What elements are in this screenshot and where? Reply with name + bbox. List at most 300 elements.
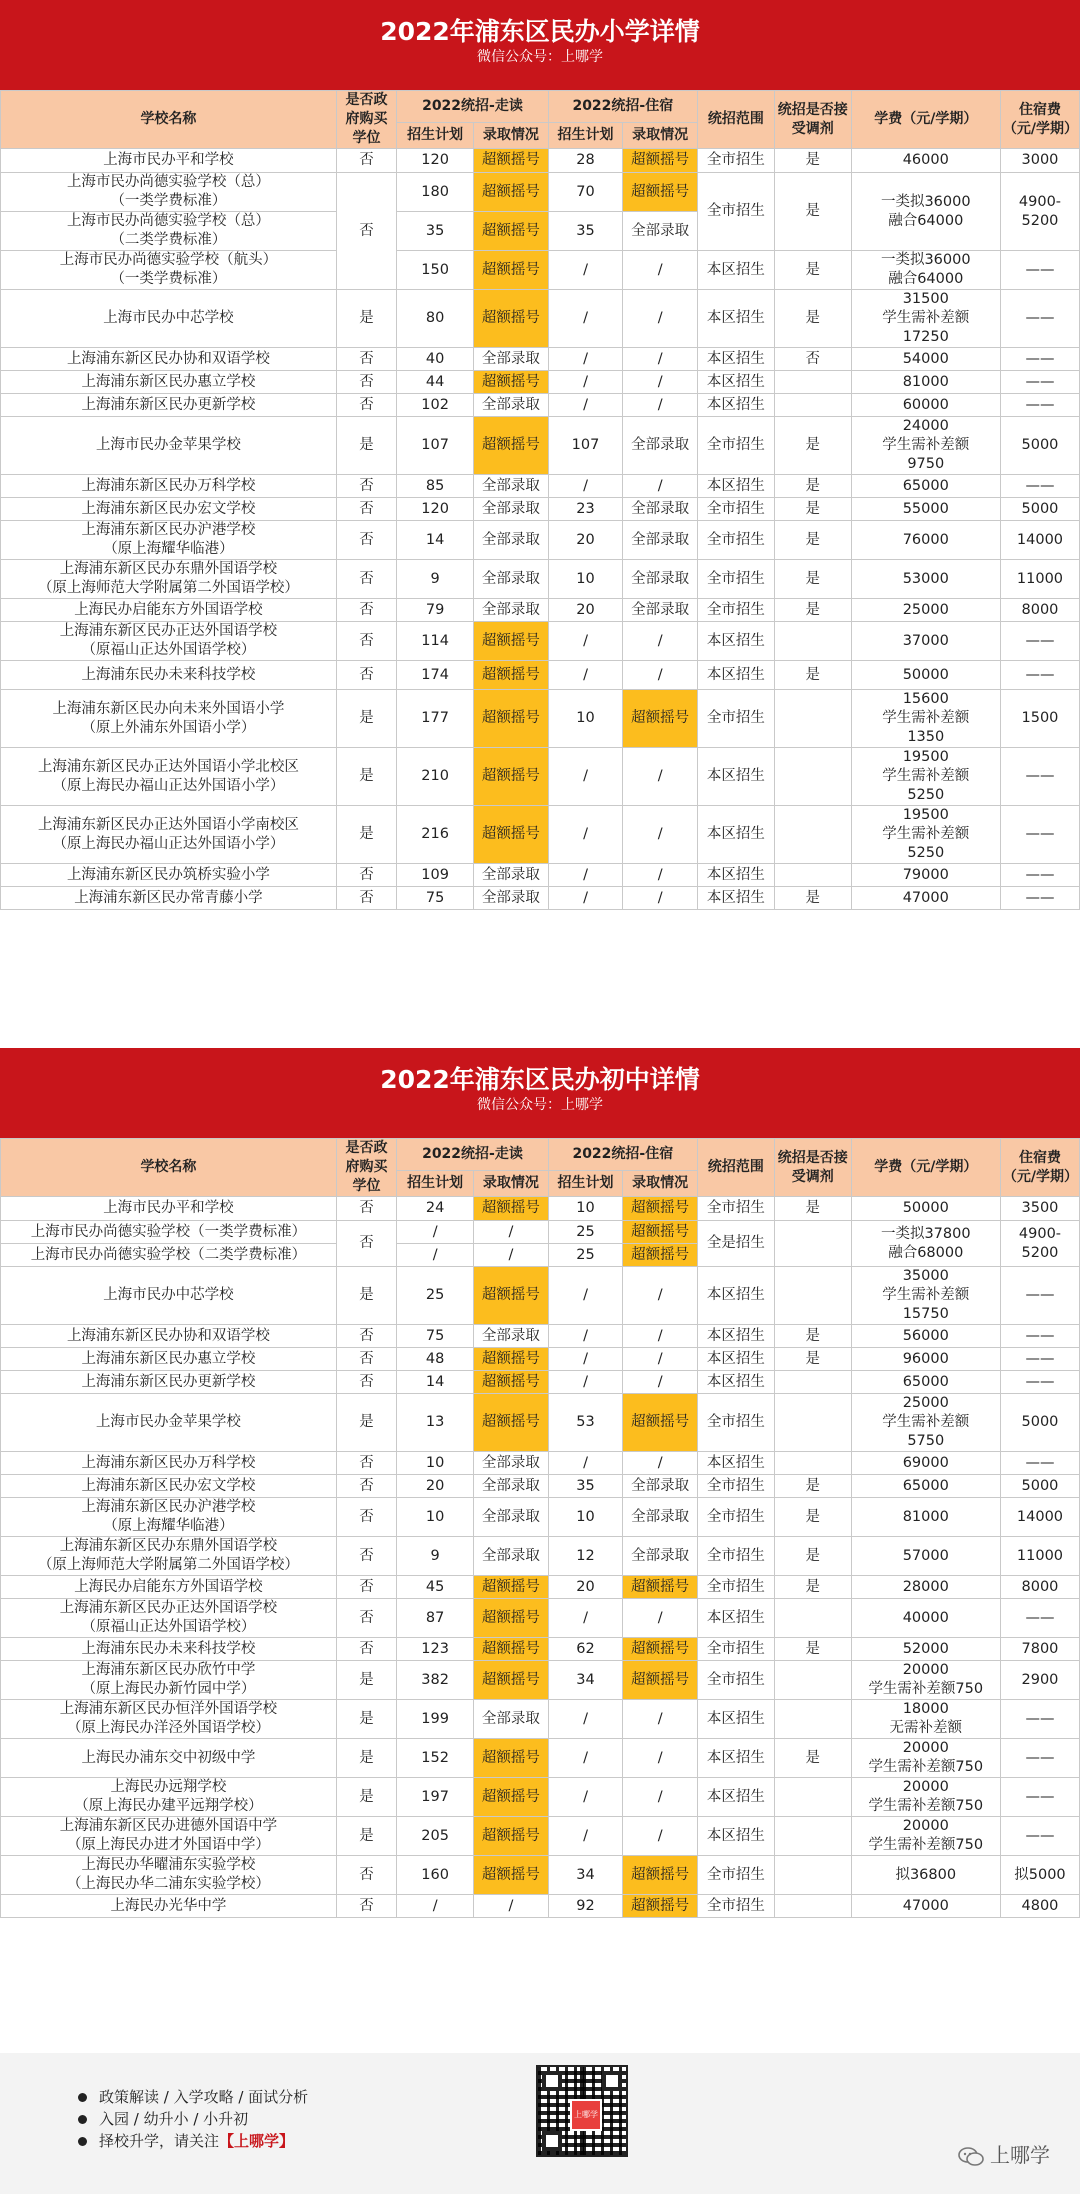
cell-name: 上海浦东新区民办宏文学校	[1, 1475, 337, 1498]
cell-name: 上海浦东新区民办常青藤小学	[1, 887, 337, 910]
cell-gov: 是	[336, 1267, 396, 1325]
cell-board-result: /	[623, 748, 698, 806]
cell-board-result: 超额摇号	[623, 1638, 698, 1661]
cell-board-plan: 20	[548, 521, 623, 560]
cell-board-plan: /	[548, 1778, 623, 1817]
cell-walk-plan: 107	[397, 417, 474, 475]
header-scope: 统招范围	[697, 1139, 774, 1197]
cell-adjust	[774, 1599, 851, 1638]
cell-board-plan: /	[548, 864, 623, 887]
cell-board-plan: /	[548, 1325, 623, 1348]
cell-walk-plan: 9	[397, 560, 474, 599]
cell-walk-result: 超额摇号	[474, 1739, 549, 1778]
cell-fee: 54000	[851, 348, 1000, 371]
cell-fee: 一类拟36000 融合64000	[851, 251, 1000, 290]
cell-gov: 否	[336, 1325, 396, 1348]
cell-board-fee: 8000	[1000, 1576, 1079, 1599]
cell-board-plan: 23	[548, 498, 623, 521]
cell-board-fee: ——	[1000, 1599, 1079, 1638]
cell-walk-result: 超额摇号	[474, 1267, 549, 1325]
cell-board-fee: ——	[1000, 1452, 1079, 1475]
cell-board-plan: 35	[548, 212, 623, 251]
cell-scope: 本区招生	[697, 1371, 774, 1394]
cell-adjust	[774, 622, 851, 661]
cell-name: 上海民办光华中学	[1, 1895, 337, 1918]
cell-walk-plan: 40	[397, 348, 474, 371]
header-board-group: 2022统招-住宿	[548, 1139, 697, 1171]
cell-gov: 否	[336, 498, 396, 521]
cell-gov: 否	[336, 1348, 396, 1371]
cell-fee: 76000	[851, 521, 1000, 560]
cell-name: 上海市民办尚德实验学校（总） （二类学费标准）	[1, 212, 337, 251]
header-walk-result: 录取情况	[474, 122, 549, 148]
cell-scope: 全市招生	[697, 1475, 774, 1498]
cell-board-plan: 53	[548, 1394, 623, 1452]
cell-gov: 是	[336, 1394, 396, 1452]
cell-board-fee: 5000	[1000, 1475, 1079, 1498]
cell-scope: 全市招生	[697, 498, 774, 521]
cell-board-plan: 35	[548, 1475, 623, 1498]
cell-board-result: 超额摇号	[623, 1221, 698, 1244]
footer-item: 择校升学，请关注【上哪学】	[78, 2130, 308, 2152]
cell-name: 上海市民办尚德实验学校（一类学费标准）	[1, 1221, 337, 1244]
header-gov-seat: 是否政府购买学位	[336, 1139, 396, 1197]
cell-scope: 本区招生	[697, 1452, 774, 1475]
cell-walk-result: 超额摇号	[474, 212, 549, 251]
table-row	[1, 1348, 1080, 1371]
cell-fee: 50000	[851, 1197, 1000, 1221]
table-row	[1, 1778, 1080, 1817]
table-row	[1, 251, 1080, 290]
cell-walk-plan: 48	[397, 1348, 474, 1371]
cell-adjust: 是	[774, 149, 851, 173]
cell-adjust	[774, 1817, 851, 1856]
cell-fee: 55000	[851, 498, 1000, 521]
footer-item: 入园 / 幼升小 / 小升初	[78, 2108, 308, 2130]
table-row	[1, 1739, 1080, 1778]
table-row	[1, 661, 1080, 690]
cell-scope: 全市招生	[697, 149, 774, 173]
table-row	[1, 1661, 1080, 1700]
cell-board-plan: 12	[548, 1537, 623, 1576]
cell-fee: 20000 学生需补差额750	[851, 1817, 1000, 1856]
cell-walk-result: 全部录取	[474, 521, 549, 560]
cell-adjust: 是	[774, 560, 851, 599]
table-row	[1, 1856, 1080, 1895]
cell-board-plan: 10	[548, 1498, 623, 1537]
cell-adjust: 是	[774, 475, 851, 498]
cell-gov: 是	[336, 690, 396, 748]
cell-adjust	[774, 371, 851, 394]
cell-walk-plan: 79	[397, 599, 474, 622]
cell-board-result: /	[623, 1778, 698, 1817]
cell-name: 上海浦东新区民办更新学校	[1, 394, 337, 417]
cell-name: 上海浦东新区民办欣竹中学 （原上海民办新竹园中学）	[1, 1661, 337, 1700]
cell-adjust: 是	[774, 498, 851, 521]
header-scope: 统招范围	[697, 91, 774, 149]
cell-walk-result: 超额摇号	[474, 371, 549, 394]
cell-scope: 全市招生	[697, 599, 774, 622]
cell-name: 上海浦东新区民办正达外国语学校 （原福山正达外国语学校）	[1, 1599, 337, 1638]
cell-board-result: /	[623, 251, 698, 290]
cell-board-result: /	[623, 394, 698, 417]
cell-board-result: 超额摇号	[623, 173, 698, 212]
cell-fee: 56000	[851, 1325, 1000, 1348]
header-board-plan: 招生计划	[548, 122, 623, 148]
cell-walk-plan: 382	[397, 1661, 474, 1700]
cell-board-result: 全部录取	[623, 1537, 698, 1576]
cell-board-result: /	[623, 371, 698, 394]
cell-fee: 20000 学生需补差额750	[851, 1778, 1000, 1817]
cell-scope: 本区招生	[697, 748, 774, 806]
cell-board-plan: /	[548, 1371, 623, 1394]
cell-board-plan: 62	[548, 1638, 623, 1661]
cell-walk-result: 超额摇号	[474, 1638, 549, 1661]
cell-walk-result: 超额摇号	[474, 290, 549, 348]
wechat-account: 上哪学	[958, 2139, 1050, 2168]
header-walk-result: 录取情况	[474, 1170, 549, 1196]
cell-walk-result: 全部录取	[474, 887, 549, 910]
cell-scope: 本区招生	[697, 251, 774, 290]
cell-fee: 69000	[851, 1452, 1000, 1475]
cell-walk-result: 全部录取	[474, 498, 549, 521]
cell-gov: 否	[336, 371, 396, 394]
cell-adjust: 是	[774, 1325, 851, 1348]
cell-fee: 52000	[851, 1638, 1000, 1661]
cell-board-fee: ——	[1000, 864, 1079, 887]
cell-walk-result: 超额摇号	[474, 1817, 549, 1856]
cell-gov: 否	[336, 661, 396, 690]
cell-walk-plan: 10	[397, 1498, 474, 1537]
cell-board-plan: 34	[548, 1856, 623, 1895]
cell-board-fee: 1500	[1000, 690, 1079, 748]
cell-adjust: 是	[774, 290, 851, 348]
cell-board-plan: /	[548, 1267, 623, 1325]
cell-board-result: 超额摇号	[623, 1856, 698, 1895]
cell-board-plan: /	[548, 290, 623, 348]
cell-name: 上海浦东新区民办正达外国语小学南校区 （原上海民办福山正达外国语小学）	[1, 806, 337, 864]
cell-walk-result: 全部录取	[474, 1537, 549, 1576]
cell-board-plan: /	[548, 394, 623, 417]
cell-board-fee: 5000	[1000, 498, 1079, 521]
cell-board-result: /	[623, 1452, 698, 1475]
cell-fee: 18000 无需补差额	[851, 1700, 1000, 1739]
cell-scope: 全市招生	[697, 173, 774, 251]
cell-fee: 19500 学生需补差额 5250	[851, 748, 1000, 806]
cell-scope: 全市招生	[697, 690, 774, 748]
header-board-fee: 住宿费（元/学期）	[1000, 91, 1079, 149]
cell-board-result: 超额摇号	[623, 149, 698, 173]
cell-gov: 否	[336, 887, 396, 910]
header-board-plan: 招生计划	[548, 1170, 623, 1196]
cell-scope: 全市招生	[697, 1661, 774, 1700]
cell-name: 上海市民办中芯学校	[1, 1267, 337, 1325]
table-row	[1, 1325, 1080, 1348]
header-gov-seat: 是否政府购买学位	[336, 91, 396, 149]
cell-gov: 是	[336, 1700, 396, 1739]
cell-name: 上海浦东新区民办向未来外国语小学 （原上外浦东外国语小学）	[1, 690, 337, 748]
cell-gov: 否	[336, 1197, 396, 1221]
cell-walk-plan: 160	[397, 1856, 474, 1895]
cell-name: 上海市民办金苹果学校	[1, 1394, 337, 1452]
cell-gov: 否	[336, 864, 396, 887]
cell-board-result: /	[623, 806, 698, 864]
cell-name: 上海浦东民办未来科技学校	[1, 1638, 337, 1661]
header-walk-group: 2022统招-走读	[397, 91, 548, 123]
cell-walk-result: 全部录取	[474, 348, 549, 371]
cell-scope: 全市招生	[697, 1498, 774, 1537]
cell-adjust: 是	[774, 251, 851, 290]
cell-walk-result: 全部录取	[474, 560, 549, 599]
cell-scope: 本区招生	[697, 1599, 774, 1638]
header-walk-group: 2022统招-走读	[397, 1139, 548, 1171]
cell-board-result: 超额摇号	[623, 1576, 698, 1599]
table-row	[1, 1817, 1080, 1856]
cell-walk-result: 超额摇号	[474, 690, 549, 748]
cell-walk-plan: 75	[397, 1325, 474, 1348]
cell-gov: 否	[336, 149, 396, 173]
cell-board-fee: ——	[1000, 371, 1079, 394]
header-board-result: 录取情况	[623, 1170, 698, 1196]
cell-board-result: /	[623, 661, 698, 690]
cell-fee: 50000	[851, 661, 1000, 690]
cell-name: 上海民办华曜浦东实验学校 （上海民办华二浦东实验学校）	[1, 1856, 337, 1895]
cell-scope: 本区招生	[697, 475, 774, 498]
cell-board-plan: /	[548, 371, 623, 394]
cell-name: 上海市民办尚德实验学校（航头） （一类学费标准）	[1, 251, 337, 290]
cell-name: 上海浦东新区民办筑桥实验小学	[1, 864, 337, 887]
cell-scope: 全市招生	[697, 1895, 774, 1918]
cell-fee: 47000	[851, 887, 1000, 910]
cell-adjust	[774, 1452, 851, 1475]
cell-gov: 否	[336, 1576, 396, 1599]
cell-walk-result: 超额摇号	[474, 1661, 549, 1700]
cell-gov: 否	[336, 1221, 396, 1267]
cell-gov: 否	[336, 1475, 396, 1498]
cell-board-result: 超额摇号	[623, 1244, 698, 1267]
header-school-name: 学校名称	[1, 1139, 337, 1197]
cell-scope: 本区招生	[697, 887, 774, 910]
cell-walk-result: /	[474, 1221, 549, 1244]
cell-board-fee: 7800	[1000, 1638, 1079, 1661]
cell-gov: 否	[336, 173, 396, 290]
cell-fee: 15600 学生需补差额 1350	[851, 690, 1000, 748]
cell-adjust	[774, 1778, 851, 1817]
cell-name: 上海浦东新区民办协和双语学校	[1, 348, 337, 371]
cell-name: 上海浦东新区民办更新学校	[1, 1371, 337, 1394]
table-row	[1, 1700, 1080, 1739]
cell-board-fee: 3000	[1000, 149, 1079, 173]
cell-scope: 本区招生	[697, 1778, 774, 1817]
cell-fee: 一类拟36000 融合64000	[851, 173, 1000, 251]
cell-board-plan: /	[548, 1817, 623, 1856]
middle-school-table	[0, 1138, 1080, 1918]
cell-board-plan: 10	[548, 690, 623, 748]
cell-adjust: 是	[774, 1498, 851, 1537]
brand-highlight: 【上哪学】	[219, 2132, 295, 2150]
cell-board-result: 全部录取	[623, 1475, 698, 1498]
cell-board-result: /	[623, 1348, 698, 1371]
cell-gov: 是	[336, 806, 396, 864]
cell-name: 上海市民办尚德实验学校（总） （一类学费标准）	[1, 173, 337, 212]
cell-board-result: 超额摇号	[623, 690, 698, 748]
cell-gov: 否	[336, 348, 396, 371]
cell-fee: 96000	[851, 1348, 1000, 1371]
cell-adjust: 是	[774, 887, 851, 910]
cell-adjust	[774, 1661, 851, 1700]
cell-scope: 本区招生	[697, 1325, 774, 1348]
cell-walk-result: 超额摇号	[474, 661, 549, 690]
cell-walk-plan: /	[397, 1221, 474, 1244]
cell-board-fee: 4900-5200	[1000, 1221, 1079, 1267]
cell-scope: 全市招生	[697, 1197, 774, 1221]
cell-fee: 24000 学生需补差额 9750	[851, 417, 1000, 475]
cell-board-result: /	[623, 1267, 698, 1325]
cell-walk-result: 全部录取	[474, 1498, 549, 1537]
cell-walk-plan: 80	[397, 290, 474, 348]
cell-board-plan: 25	[548, 1221, 623, 1244]
cell-board-fee: ——	[1000, 887, 1079, 910]
cell-gov: 否	[336, 1537, 396, 1576]
qr-code[interactable]	[536, 2065, 628, 2183]
header-adjust: 统招是否接受调剂	[774, 91, 851, 149]
cell-gov: 否	[336, 1599, 396, 1638]
cell-walk-result: 超额摇号	[474, 1394, 549, 1452]
table-row	[1, 1599, 1080, 1638]
cell-scope: 全市招生	[697, 1537, 774, 1576]
qr-logo: 上哪学	[570, 2099, 602, 2131]
cell-board-plan: 20	[548, 599, 623, 622]
cell-walk-plan: 109	[397, 864, 474, 887]
header-board-fee: 住宿费（元/学期）	[1000, 1139, 1079, 1197]
cell-name: 上海浦东新区民办正达外国语小学北校区 （原上海民办福山正达外国语小学）	[1, 748, 337, 806]
table-row	[1, 1537, 1080, 1576]
cell-gov: 否	[336, 394, 396, 417]
cell-walk-result: 全部录取	[474, 1452, 549, 1475]
cell-walk-result: 全部录取	[474, 599, 549, 622]
cell-board-result: /	[623, 290, 698, 348]
cell-adjust: 是	[774, 1348, 851, 1371]
cell-walk-plan: 14	[397, 521, 474, 560]
cell-board-plan: /	[548, 1739, 623, 1778]
middle-section-header	[0, 1048, 1080, 1138]
cell-adjust	[774, 690, 851, 748]
cell-board-fee: 4900-5200	[1000, 173, 1079, 251]
cell-scope: 全市招生	[697, 1394, 774, 1452]
cell-name: 上海浦东新区民办沪港学校 （原上海耀华临港）	[1, 1498, 337, 1537]
cell-board-fee: ——	[1000, 394, 1079, 417]
cell-walk-result: 全部录取	[474, 475, 549, 498]
footer-item: 政策解读 / 入学攻略 / 面试分析	[78, 2086, 308, 2108]
cell-fee: 65000	[851, 475, 1000, 498]
cell-name: 上海民办浦东交中初级中学	[1, 1739, 337, 1778]
cell-board-plan: 92	[548, 1895, 623, 1918]
cell-fee: 65000	[851, 1371, 1000, 1394]
table-row	[1, 149, 1080, 173]
cell-fee: 25000 学生需补差额 5750	[851, 1394, 1000, 1452]
cell-board-plan: 28	[548, 149, 623, 173]
cell-fee: 拟36800	[851, 1856, 1000, 1895]
cell-name: 上海浦东新区民办东鼎外国语学校 （原上海师范大学附属第二外国语学校）	[1, 560, 337, 599]
cell-board-fee: 14000	[1000, 1498, 1079, 1537]
cell-walk-result: 超额摇号	[474, 748, 549, 806]
cell-walk-result: 超额摇号	[474, 1856, 549, 1895]
cell-board-plan: /	[548, 1700, 623, 1739]
cell-gov: 否	[336, 1498, 396, 1537]
table-row	[1, 1638, 1080, 1661]
cell-walk-plan: 174	[397, 661, 474, 690]
footer	[0, 2053, 1080, 2194]
cell-scope: 本区招生	[697, 622, 774, 661]
cell-board-fee: ——	[1000, 806, 1079, 864]
cell-walk-plan: 123	[397, 1638, 474, 1661]
cell-gov: 否	[336, 560, 396, 599]
bullet-icon	[78, 2115, 87, 2124]
bullet-icon	[78, 2093, 87, 2102]
cell-adjust	[774, 1394, 851, 1452]
cell-board-fee: ——	[1000, 1325, 1079, 1348]
cell-adjust	[774, 1267, 851, 1325]
cell-board-fee: ——	[1000, 251, 1079, 290]
cell-board-plan: 34	[548, 1661, 623, 1700]
header-fee: 学费（元/学期）	[851, 91, 1000, 149]
cell-walk-plan: 85	[397, 475, 474, 498]
cell-walk-plan: 24	[397, 1197, 474, 1221]
table-row	[1, 498, 1080, 521]
table-row	[1, 1371, 1080, 1394]
cell-name: 上海市民办中芯学校	[1, 290, 337, 348]
cell-walk-result: 超额摇号	[474, 173, 549, 212]
cell-adjust: 是	[774, 173, 851, 251]
cell-adjust: 是	[774, 1197, 851, 1221]
cell-adjust	[774, 864, 851, 887]
cell-board-plan: 20	[548, 1576, 623, 1599]
cell-name: 上海民办启能东方外国语学校	[1, 599, 337, 622]
cell-fee: 79000	[851, 864, 1000, 887]
table-row	[1, 748, 1080, 806]
cell-fee: 53000	[851, 560, 1000, 599]
cell-board-result: 超额摇号	[623, 1197, 698, 1221]
cell-fee: 40000	[851, 1599, 1000, 1638]
cell-scope: 本区招生	[697, 661, 774, 690]
cell-walk-plan: 9	[397, 1537, 474, 1576]
cell-board-result: 超额摇号	[623, 1394, 698, 1452]
qr-code-icon	[536, 2065, 628, 2157]
cell-walk-result: 超额摇号	[474, 149, 549, 173]
cell-board-fee: ——	[1000, 1739, 1079, 1778]
cell-walk-result: /	[474, 1244, 549, 1267]
cell-walk-result: 超额摇号	[474, 417, 549, 475]
cell-board-plan: /	[548, 806, 623, 864]
table-row	[1, 1498, 1080, 1537]
cell-fee: 81000	[851, 1498, 1000, 1537]
cell-board-fee: 14000	[1000, 521, 1079, 560]
cell-gov: 否	[336, 1452, 396, 1475]
cell-adjust: 是	[774, 1739, 851, 1778]
cell-walk-plan: 180	[397, 173, 474, 212]
cell-walk-plan: 14	[397, 1371, 474, 1394]
cell-walk-plan: 75	[397, 887, 474, 910]
cell-adjust: 是	[774, 417, 851, 475]
cell-board-plan: 107	[548, 417, 623, 475]
cell-board-result: /	[623, 1325, 698, 1348]
cell-walk-result: 超额摇号	[474, 1197, 549, 1221]
cell-board-result: 全部录取	[623, 521, 698, 560]
cell-fee: 35000 学生需补差额 15750	[851, 1267, 1000, 1325]
table-row	[1, 887, 1080, 910]
cell-scope: 全市招生	[697, 417, 774, 475]
cell-name: 上海浦东新区民办沪港学校 （原上海耀华临港）	[1, 521, 337, 560]
